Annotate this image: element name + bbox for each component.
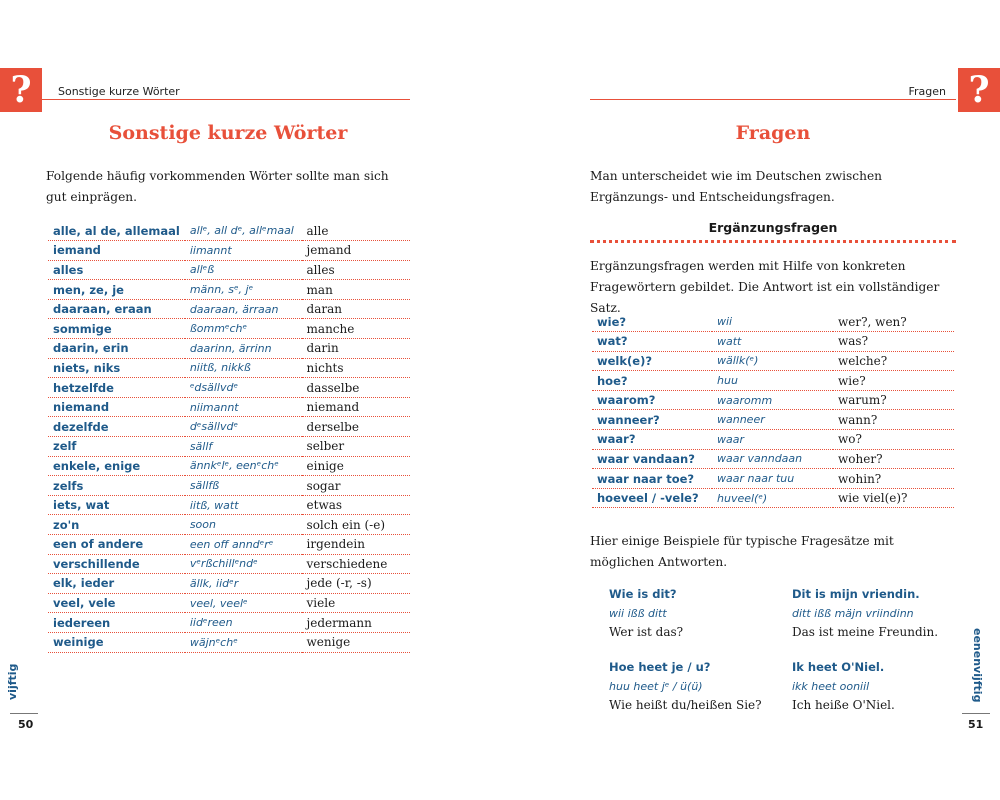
german-translation: warum? <box>833 390 954 410</box>
example-question <box>609 658 784 715</box>
vocab-row <box>48 495 410 515</box>
examples-intro-text: Hier einige Beispiele für typische Fragesätze mit möglichen Antworten. <box>590 534 894 569</box>
pronunciation: een off anndᵉrᵉ <box>185 535 302 555</box>
example-dutch: Ik heet O'Niel. <box>792 660 885 674</box>
pronunciation: waar naar tuu <box>712 469 833 489</box>
dutch-word: waarom? <box>592 390 712 410</box>
pronunciation: wanneer <box>712 410 833 430</box>
german-translation: alles <box>302 260 410 280</box>
vocab-row <box>48 554 410 574</box>
german-translation: alle <box>302 221 410 241</box>
example-german: Wer ist das? <box>609 625 684 639</box>
german-translation: manche <box>302 319 410 339</box>
german-translation: verschiedene <box>302 554 410 574</box>
dutch-word: hetzelfde <box>48 378 185 398</box>
german-translation: einige <box>302 456 410 476</box>
dutch-word: een of andere <box>48 535 185 555</box>
subheading: Ergänzungsfragen <box>708 220 838 235</box>
vocab-row <box>48 574 410 594</box>
dutch-word: zo'n <box>48 515 185 535</box>
german-translation: woher? <box>833 449 954 469</box>
question-row <box>592 449 954 469</box>
dutch-word: zelf <box>48 437 185 457</box>
running-head: Fragen <box>908 85 946 98</box>
question-row <box>592 469 954 489</box>
vocab-row <box>48 299 410 319</box>
dutch-word: iemand <box>48 241 185 261</box>
pronunciation: niitß, nikkß <box>185 358 302 378</box>
dutch-word: zelfs <box>48 476 185 496</box>
vocab-row <box>48 358 410 378</box>
dutch-word: alle, al de, allemaal <box>48 221 185 241</box>
german-translation: nichts <box>302 358 410 378</box>
german-translation: welche? <box>833 351 954 371</box>
dutch-word: niemand <box>48 397 185 417</box>
vocab-row <box>48 378 410 398</box>
dutch-word: waar vandaan? <box>592 449 712 469</box>
german-translation: darin <box>302 339 410 359</box>
german-translation: selber <box>302 437 410 457</box>
vocab-row <box>48 339 410 359</box>
question-row <box>592 351 954 371</box>
german-translation: man <box>302 280 410 300</box>
sub-intro-paragraph <box>590 256 956 319</box>
dutch-word: niets, niks <box>48 358 185 378</box>
footer-rule <box>10 713 38 714</box>
vocab-table <box>48 221 410 653</box>
pronunciation: watt <box>712 332 833 352</box>
german-translation: niemand <box>302 397 410 417</box>
subheading-rule <box>590 240 956 243</box>
page-title: Fragen <box>735 122 811 144</box>
example-question <box>609 585 784 642</box>
intro-text: Man unterscheidet wie im Deutschen zwischen Ergänzungs- und Entscheidungsfragen. <box>590 169 883 204</box>
pronunciation: waar vanndaan <box>712 449 833 469</box>
question-row <box>592 410 954 430</box>
dutch-word: wanneer? <box>592 410 712 430</box>
pronunciation: daarinn, ärrinn <box>185 339 302 359</box>
running-head: Sonstige kurze Wörter <box>58 85 180 98</box>
example-german: Ich heiße O'Niel. <box>792 698 895 712</box>
intro-paragraph <box>590 166 956 208</box>
german-translation: irgendein <box>302 535 410 555</box>
pronunciation: sällfß <box>185 476 302 496</box>
dutch-word: iets, wat <box>48 495 185 515</box>
example-pronunciation: ikk heet ooniil <box>792 680 870 693</box>
vocab-row <box>48 417 410 437</box>
german-translation: derselbe <box>302 417 410 437</box>
vocab-row <box>48 319 410 339</box>
question-mark-icon: ? <box>958 68 1000 112</box>
question-row <box>592 332 954 352</box>
pronunciation: männ, sᵉ, jᵉ <box>185 280 302 300</box>
german-translation: wohin? <box>833 469 954 489</box>
question-words-table <box>592 312 954 508</box>
page-number-word: vijftig <box>6 663 19 700</box>
dutch-word: waar naar toe? <box>592 469 712 489</box>
dutch-word: wat? <box>592 332 712 352</box>
german-translation: jedermann <box>302 613 410 633</box>
german-translation: wie? <box>833 371 954 391</box>
sub-intro-text: Ergänzungsfragen werden mit Hilfe von konkreten Fragewörtern gebildet. Die Antwort ist ein vollständiger Satz. <box>590 259 940 315</box>
pronunciation: ᵉdsällvdᵉ <box>185 378 302 398</box>
dutch-word: dezelfde <box>48 417 185 437</box>
vocab-row <box>48 456 410 476</box>
page-title: Sonstige kurze Wörter <box>108 122 348 144</box>
pronunciation: huu <box>712 371 833 391</box>
vocab-row <box>48 437 410 457</box>
page-number-word: eenenvijftig <box>971 628 984 703</box>
dutch-word: waar? <box>592 430 712 450</box>
page-number: 51 <box>968 718 984 731</box>
vocab-row <box>48 593 410 613</box>
german-translation: viele <box>302 593 410 613</box>
vocab-row <box>48 221 410 241</box>
question-mark-icon: ? <box>0 68 42 112</box>
pronunciation: wäjnᵉchᵉ <box>185 632 302 652</box>
vocab-row <box>48 476 410 496</box>
german-translation: was? <box>833 332 954 352</box>
pronunciation: veel, veelᵉ <box>185 593 302 613</box>
example-pronunciation: wii ißß ditt <box>609 607 667 620</box>
dutch-word: verschillende <box>48 554 185 574</box>
intro-text: Folgende häufig vorkommenden Wörter sollte man sich gut einprägen. <box>46 169 389 204</box>
vocab-row <box>48 632 410 652</box>
german-translation: solch ein (-e) <box>302 515 410 535</box>
german-translation: wenige <box>302 632 410 652</box>
example-pronunciation: ditt ißß mäjn vriindinn <box>792 607 914 620</box>
dutch-word: alles <box>48 260 185 280</box>
example-dutch: Hoe heet je / u? <box>609 660 711 674</box>
pronunciation: vᵉrßchillᵉndᵉ <box>185 554 302 574</box>
pronunciation: wällk(ᵉ) <box>712 351 833 371</box>
question-row <box>592 488 954 508</box>
dutch-word: iedereen <box>48 613 185 633</box>
header-rule <box>42 99 410 100</box>
vocab-row <box>48 613 410 633</box>
german-translation: sogar <box>302 476 410 496</box>
dutch-word: enkele, enige <box>48 456 185 476</box>
question-row <box>592 390 954 410</box>
right-page <box>500 0 1000 800</box>
footer-rule <box>962 713 990 714</box>
example-pronunciation: huu heet jᵉ / ü(ü) <box>609 680 703 693</box>
pronunciation: iitß, watt <box>185 495 302 515</box>
dutch-word: sommige <box>48 319 185 339</box>
dutch-word: elk, ieder <box>48 574 185 594</box>
dutch-word: men, ze, je <box>48 280 185 300</box>
example-german: Wie heißt du/heißen Sie? <box>609 698 762 712</box>
pronunciation: sällf <box>185 437 302 457</box>
vocab-row <box>48 515 410 535</box>
example-dutch: Dit is mijn vriendin. <box>792 587 920 601</box>
header-rule <box>590 99 956 100</box>
question-row <box>592 430 954 450</box>
pronunciation: soon <box>185 515 302 535</box>
question-row <box>592 312 954 332</box>
vocab-row <box>48 260 410 280</box>
german-translation: wie viel(e)? <box>833 488 954 508</box>
vocab-row <box>48 535 410 555</box>
examples-intro-paragraph <box>590 531 956 573</box>
pronunciation: ßommᵉchᵉ <box>185 319 302 339</box>
example-dutch: Wie is dit? <box>609 587 677 601</box>
intro-paragraph <box>46 166 410 208</box>
german-translation: etwas <box>302 495 410 515</box>
pronunciation: waar <box>712 430 833 450</box>
german-translation: wann? <box>833 410 954 430</box>
german-translation: jemand <box>302 241 410 261</box>
german-translation: wer?, wen? <box>833 312 954 332</box>
pronunciation: allᵉ, all dᵉ, allᵉmaal <box>185 221 302 241</box>
german-translation: dasselbe <box>302 378 410 398</box>
example-german: Das ist meine Freundin. <box>792 625 939 639</box>
pronunciation: wii <box>712 312 833 332</box>
german-translation: daran <box>302 299 410 319</box>
dutch-word: wie? <box>592 312 712 332</box>
example-answer <box>792 658 967 715</box>
vocab-row <box>48 241 410 261</box>
dutch-word: hoeveel / -vele? <box>592 488 712 508</box>
page-number: 50 <box>18 718 34 731</box>
german-translation: wo? <box>833 430 954 450</box>
dutch-word: veel, vele <box>48 593 185 613</box>
pronunciation: niimannt <box>185 397 302 417</box>
pronunciation: waaromm <box>712 390 833 410</box>
pronunciation: allᵉß <box>185 260 302 280</box>
dutch-word: weinige <box>48 632 185 652</box>
pronunciation: ännkᵉlᵉ, eenᵉchᵉ <box>185 456 302 476</box>
dutch-word: welk(e)? <box>592 351 712 371</box>
pronunciation: ällk, iidᵉr <box>185 574 302 594</box>
pronunciation: iidᵉreen <box>185 613 302 633</box>
question-row <box>592 371 954 391</box>
vocab-row <box>48 397 410 417</box>
dutch-word: hoe? <box>592 371 712 391</box>
vocab-row <box>48 280 410 300</box>
pronunciation: dᵉsällvdᵉ <box>185 417 302 437</box>
example-answer <box>792 585 967 642</box>
pronunciation: iimannt <box>185 241 302 261</box>
dutch-word: daaraan, eraan <box>48 299 185 319</box>
pronunciation: daaraan, ärraan <box>185 299 302 319</box>
dutch-word: daarin, erin <box>48 339 185 359</box>
german-translation: jede (-r, -s) <box>302 574 410 594</box>
pronunciation: huveel(ᵉ) <box>712 488 833 508</box>
